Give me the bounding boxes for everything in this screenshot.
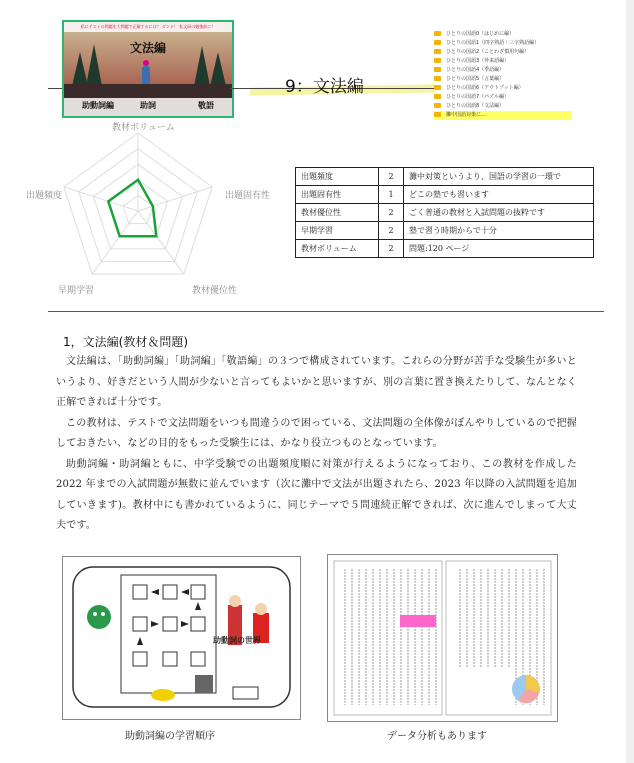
table-cell-item: 出題頻度	[296, 168, 379, 186]
table-row	[296, 168, 594, 186]
table-cell-comment: ごく普通の教材と入試問題の抜粋です	[404, 204, 594, 222]
divider	[48, 88, 62, 89]
folder-item[interactable]: ひとりの国語3（外来語編）	[434, 57, 572, 66]
folder-item[interactable]: ひとりの国語7（パズル編）	[434, 93, 572, 102]
table-cell-item: 早期学習	[296, 222, 379, 240]
rating-table	[295, 167, 594, 258]
table-cell-comment: 灘中対策というより、国語の学習の一環で	[404, 168, 594, 186]
folder-item[interactable]: ひとりの国語8（文法編）	[434, 102, 572, 111]
paragraph-3: 助動詞編・助詞編ともに、中学受験での出題頻度順に対策が行えるようになっており、この教材を作成した 2022 年までの入試問題が無数に並んでいます（次に灘中で文法が出題されたら、2023 年以降の入試問題を追加していきます)。教材中にも書かれているように、同じテーマで５問連続正解できれば、次に進んでしまって大丈夫です。	[56, 458, 577, 531]
table-cell-score: 2	[379, 240, 404, 258]
folder-icon	[434, 76, 441, 81]
table-row	[296, 204, 594, 222]
radar-svg	[20, 118, 280, 303]
folder-item[interactable]: ひとりの国語2（ことわざ慣用句編）	[434, 48, 572, 57]
radar-axis-line	[138, 211, 184, 274]
section-heading: 1，文法編(教材＆問題)	[63, 335, 188, 349]
figure-1-inner-title: 助動詞の世界	[213, 636, 261, 645]
folder-item-selected[interactable]: 灘中国語対策に...	[434, 111, 572, 120]
table-cell-item: 出題固有性	[296, 186, 379, 204]
folder-item[interactable]: ひとりの国語1（四字熟語・三字熟語編）	[434, 39, 572, 48]
figure-data-analysis	[327, 554, 558, 722]
table-cell-score: 2	[379, 204, 404, 222]
folder-icon	[434, 31, 441, 36]
radar-chart	[20, 118, 280, 303]
folder-icon	[434, 103, 441, 108]
table-cell-score: 2	[379, 222, 404, 240]
folder-item[interactable]: ひとりの国語4（季語編）	[434, 66, 572, 75]
folder-icon	[434, 94, 441, 99]
table-cell-item: 教材ボリューム	[296, 240, 379, 258]
cover-image	[62, 20, 234, 118]
cover-label-keigo: 敬語	[198, 101, 214, 110]
table-cell-comment: 塾で習う時期からで十分	[404, 222, 594, 240]
folder-icon	[434, 49, 441, 54]
folder-list	[434, 30, 572, 120]
table-row	[296, 222, 594, 240]
folder-icon	[434, 58, 441, 63]
section-divider	[48, 311, 604, 312]
radar-label-uniqueness: 出題固有性	[225, 191, 271, 201]
radar-axis-line	[64, 187, 138, 211]
folder-item[interactable]: ひとりの国語0（はじめに編）	[434, 30, 572, 39]
page-title: 9：文法編	[285, 77, 364, 97]
figure-2-illustration	[328, 555, 557, 721]
radar-label-volume: 教材ボリューム	[112, 123, 175, 133]
figure-1-caption: 助動詞編の学習順序	[125, 731, 215, 742]
folder-icon	[434, 67, 441, 72]
radar-label-advantage: 教材優位性	[192, 286, 238, 296]
folder-icon	[434, 40, 441, 45]
folder-icon	[434, 85, 441, 90]
folder-item[interactable]: ひとりの国語5（言葉編）	[434, 75, 572, 84]
table-row	[296, 240, 594, 258]
body-text	[56, 352, 577, 537]
page-edge	[626, 0, 634, 763]
figure-jodoushi-order	[62, 556, 301, 720]
paragraph-2: この教材は、テストで文法問題をいつも間違うので困っている、文法問題の全体像がぼんやりしているので把握しておきたい、などの目的をもった受験生には、かなり役立つものとなっています。	[56, 417, 577, 449]
table-row	[296, 186, 594, 204]
folder-icon	[434, 112, 441, 117]
cover-label-joshi: 助詞	[140, 101, 156, 110]
figure-2-caption: データ分析もあります	[387, 731, 487, 742]
cover-title: 文法編	[129, 41, 166, 55]
table-cell-comment: 問題:120 ページ	[404, 240, 594, 258]
cover-band-text: 私にテストの問題を大問題で正解するには？ ダンナ！ 私文研の勉強前に！	[64, 22, 232, 32]
table-cell-item: 教材優位性	[296, 204, 379, 222]
table-cell-score: 1	[379, 186, 404, 204]
table-cell-score: 2	[379, 168, 404, 186]
radar-label-frequency: 出題頻度	[26, 191, 63, 201]
table-cell-comment: どこの塾でも習います	[404, 186, 594, 204]
cover-label-jodoushi: 助動詞編	[82, 101, 114, 110]
folder-item[interactable]: ひとりの国語6（アウトプット編）	[434, 84, 572, 93]
figure-1-illustration	[63, 557, 300, 719]
radar-label-early: 早期学習	[58, 286, 95, 296]
paragraph-1: 文法編は、「助動詞編」「助詞編」「敬語編」の３つで構成されています。これらの分野が苦手な受験生が多いというより、好きだという人間が少ないと言ってもよいかと思いますが、別の言葉に置き換えたりして、なんとなく正解できれば十分です。	[56, 356, 577, 408]
